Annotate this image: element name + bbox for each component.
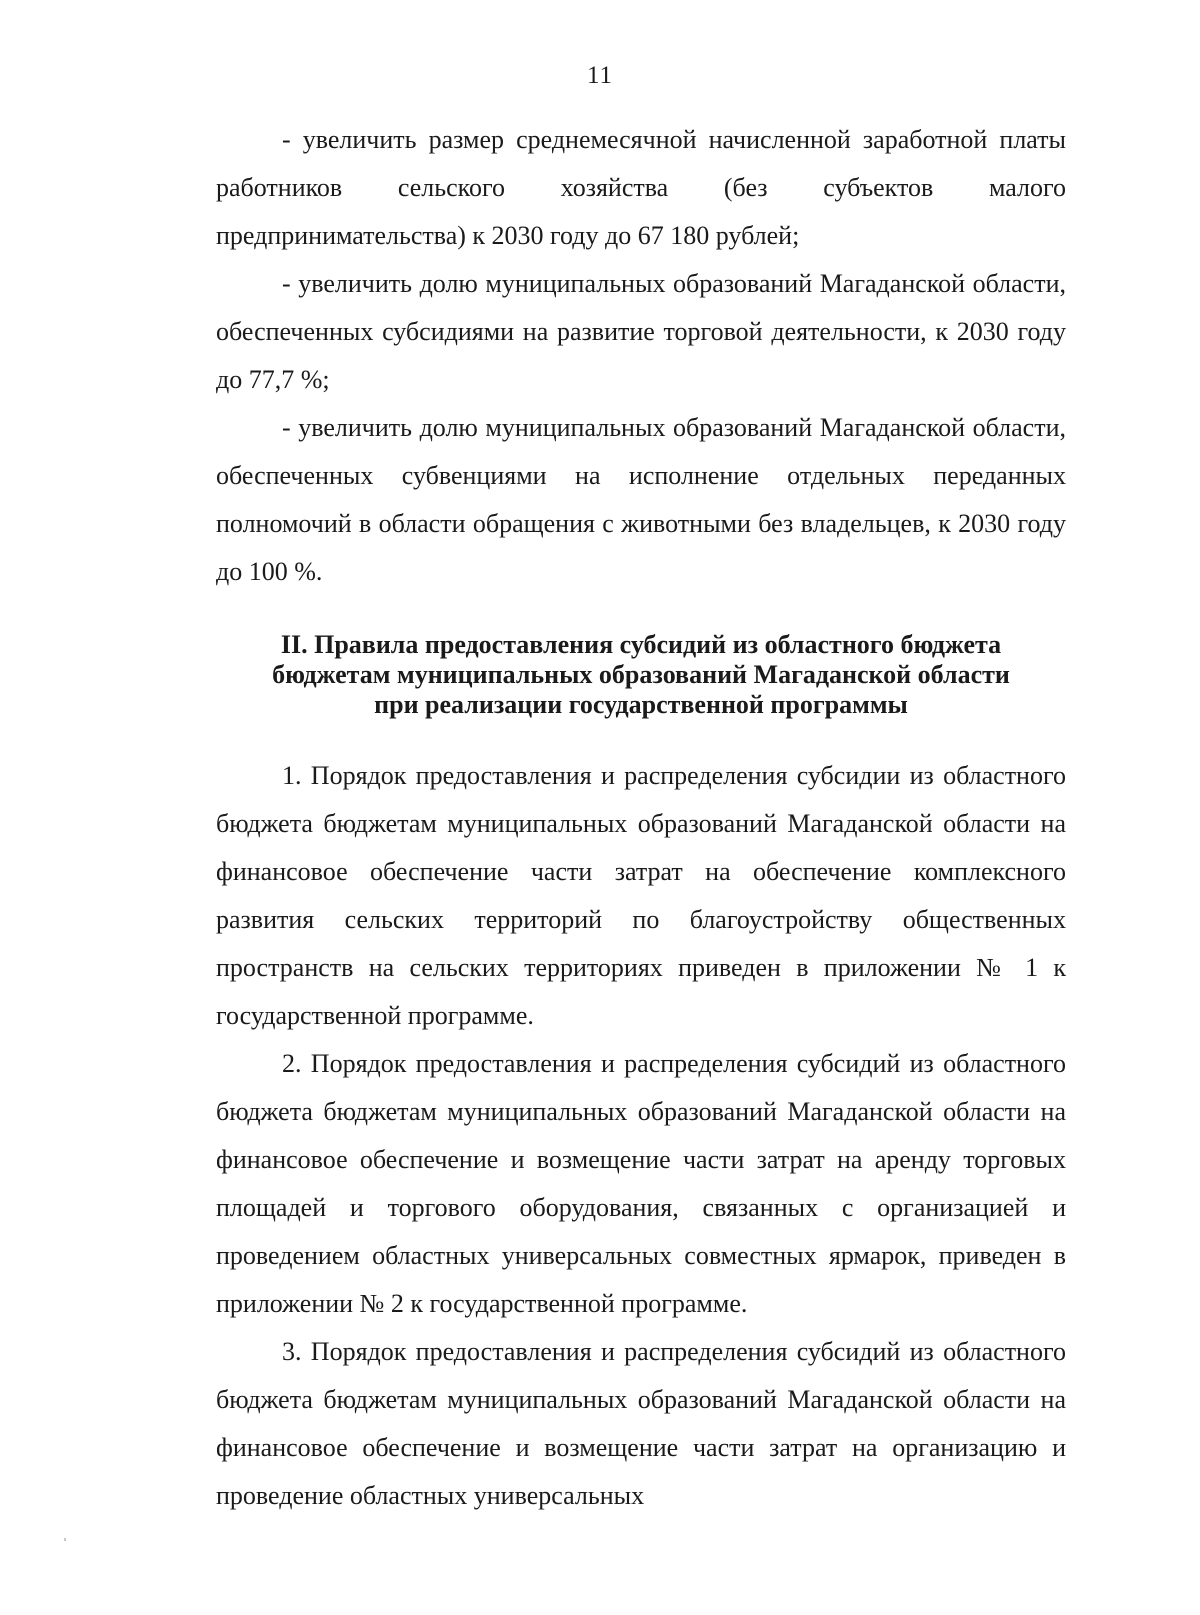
paragraph-item-1: 1. Порядок предоставления и распределения субсидии из областного бюджета бюджетам муниципальных образований Магаданской области на финансовое обеспечение части затрат на обеспечение комплексного развития сельских территорий по благоустройству общественных пространств на сельских территориях приведен в приложении № 1 к государственной программе. [216, 761, 1066, 1030]
scan-artifact [64, 1538, 66, 1541]
section-heading [216, 630, 1066, 720]
paragraph-salary-target: - увеличить размер среднемесячной начисленной заработной платы работников сельского хозяйства (без субъектов малого предпринимательства) к 2030 году до 67 180 рублей; [216, 125, 1066, 250]
heading-spacer [216, 720, 1066, 752]
paragraph-animal-subvention-target: - увеличить долю муниципальных образований Магаданской области, обеспеченных субвенциями на исполнение отдельных переданных полномочий в области обращения с животными без владельцев, к 2030 году до 100 %. [216, 413, 1066, 586]
section-heading-line-1: II. Правила предоставления субсидий из областного бюджета [280, 630, 1002, 659]
paragraph-item-2: 2. Порядок предоставления и распределения субсидий из областного бюджета бюджетам муниципальных образований Магаданской области на финансовое обеспечение и возмещение части затрат на аренду торговых площадей и торгового оборудования, связанных с организацией и проведением областных универсальных совместных ярмарок, приведен в приложении № 2 к государственной программе. [216, 1049, 1066, 1318]
section-heading-line-3: при реализации государственной программы [374, 690, 908, 719]
section-heading-line-2: бюджетам муниципальных образований Магаданской области [272, 660, 1010, 689]
section-spacer [216, 596, 1066, 630]
paragraph-item-3: 3. Порядок предоставления и распределения субсидий из областного бюджета бюджетам муниципальных образований Магаданской области на финансовое обеспечение и возмещение части затрат на организацию и проведение областных универсальных [216, 1337, 1066, 1510]
paragraph-trade-subsidy-target: - увеличить долю муниципальных образований Магаданской области, обеспеченных субсидиями на развитие торговой деятельности, к 2030 году до 77,7 %; [216, 269, 1066, 394]
page-number: 11 [586, 62, 614, 89]
document-body [216, 116, 1066, 1520]
